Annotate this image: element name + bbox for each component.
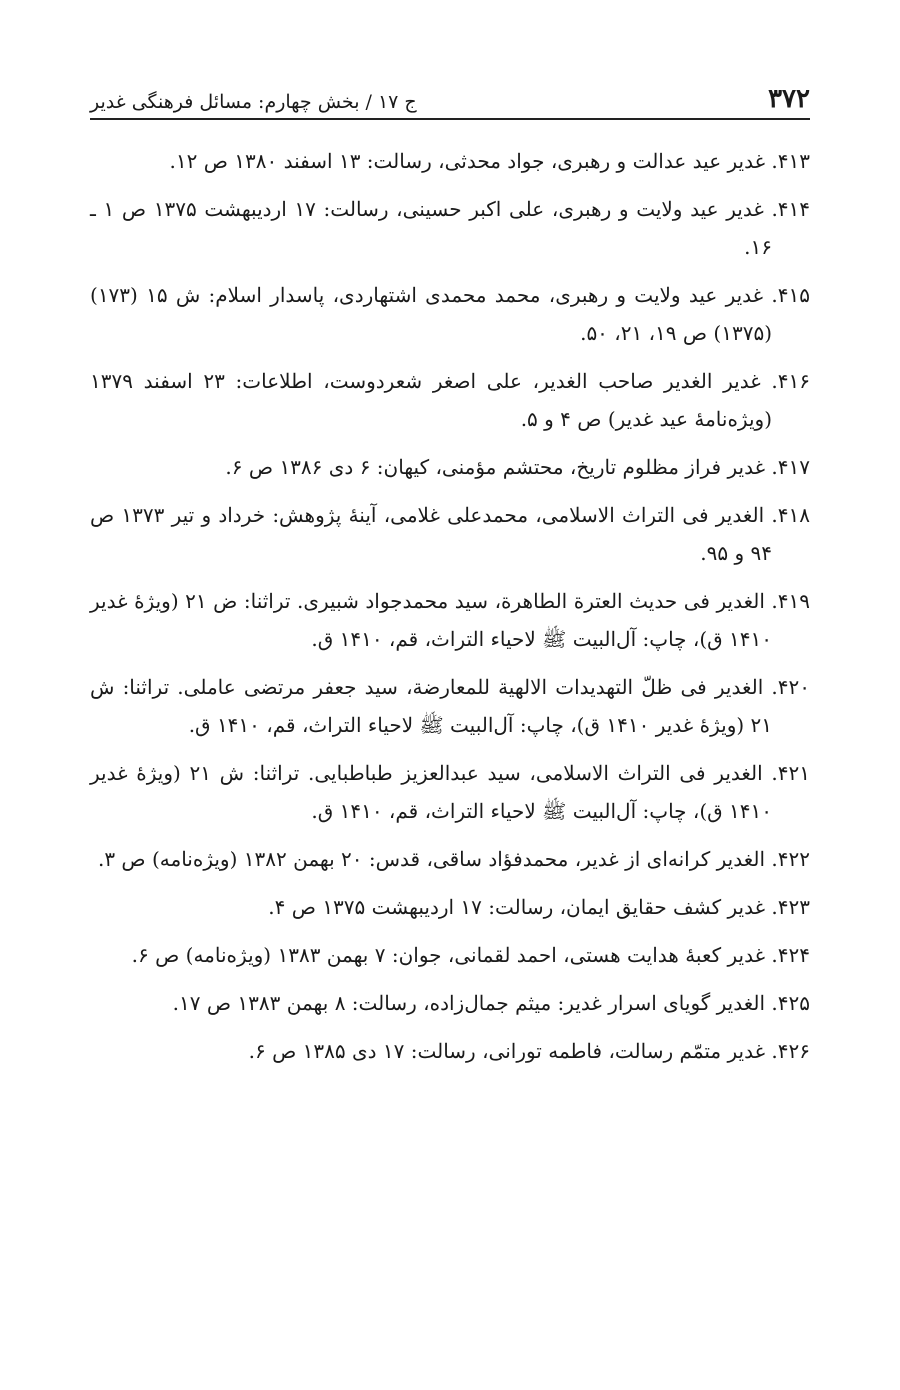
entry-text: غدیر عید ولایت و رهبری، علی اکبر حسینی، رسالت: ۱۷ اردیبهشت ۱۳۷۵ ص ۱ ـ ۱۶. xyxy=(90,197,772,259)
entry-number: ۴۲۵. xyxy=(771,991,810,1015)
entry-number: ۴۱۸. xyxy=(771,503,810,527)
entry-number: ۴۱۶. xyxy=(771,369,811,393)
entry-number: ۴۲۳. xyxy=(771,895,810,919)
list-item xyxy=(90,362,810,438)
list-item xyxy=(90,448,810,486)
entry-number: ۴۲۱. xyxy=(771,761,810,785)
list-item xyxy=(90,984,810,1022)
entry-number: ۴۱۴. xyxy=(771,197,811,221)
list-item xyxy=(90,668,810,744)
entry-number: ۴۲۶. xyxy=(771,1039,810,1063)
entry-text: الغدیر کرانه‌ای از غدیر، محمدفؤاد ساقی، قدس: ۲۰ بهمن ۱۳۸۲ (ویژه‌نامه) ص ۳. xyxy=(97,847,766,871)
entry-number: ۴۲۴. xyxy=(771,943,810,967)
entry-number: ۴۱۳. xyxy=(771,149,810,173)
list-item xyxy=(90,754,810,830)
running-title: ج ۱۷ / بخش چهارم: مسائل فرهنگی غدیر xyxy=(90,91,417,113)
entry-text: غدیر فراز مظلوم تاریخ، محتشم مؤمنی، کیهان: ۶ دی ۱۳۸۶ ص ۶. xyxy=(225,455,766,479)
entry-text: الغدیر فی التراث الاسلامی، محمدعلی غلامی، آینهٔ پژوهش: خرداد و تیر ۱۳۷۳ ص ۹۴ و ۹۵. xyxy=(90,503,772,565)
entry-number: ۴۱۹. xyxy=(771,589,810,613)
list-item xyxy=(90,496,810,572)
entry-text: الغدیر فی حدیث العترة الطاهرة، سید محمدجواد شبیری. تراثنا: ض ۲۱ (ویژهٔ غدیر ۱۴۱۰ ق)، چاپ: آل‌البیت ﷺ لاحیاء التراث، قم، ۱۴۱۰ ق. xyxy=(90,589,772,651)
entry-number: ۴۱۷. xyxy=(771,455,810,479)
page-header xyxy=(90,70,810,120)
entry-text: الغدیر گویای اسرار غدیر: میثم جمال‌زاده، رسالت: ۸ بهمن ۱۳۸۳ ص ۱۷. xyxy=(172,991,766,1015)
list-item xyxy=(90,190,810,266)
entry-text: غدیر عید ولایت و رهبری، محمد محمدی اشتهاردی، پاسدار اسلام: ش ۱۵ (۱۷۳) (۱۳۷۵) ص ۱۹، ۲۱، ۵۰. xyxy=(90,283,772,345)
entry-text: غدیر متمّم رسالت، فاطمه تورانی، رسالت: ۱۷ دی ۱۳۸۵ ص ۶. xyxy=(248,1039,766,1063)
list-item xyxy=(90,888,810,926)
entry-text: الغدیر فی ظلّ التهدیدات الالهیة للمعارضة، سید جعفر مرتضی عاملی. تراثنا: ش ۲۱ (ویژهٔ غدیر ۱۴۱۰ ق)، چاپ: آل‌البیت ﷺ لاحیاء التراث، قم، ۱۴۱۰ ق. xyxy=(90,675,772,737)
bibliography-list xyxy=(90,142,810,1080)
entry-number: ۴۲۲. xyxy=(771,847,810,871)
entry-text: غدیر الغدیر صاحب الغدیر، علی اصغر شعردوست، اطلاعات: ۲۳ اسفند ۱۳۷۹ (ویژه‌نامهٔ عید غدیر) ص ۴ و ۵. xyxy=(90,369,772,431)
entry-text: الغدیر فی التراث الاسلامی، سید عبدالعزیز طباطبایی. تراثنا: ش ۲۱ (ویژهٔ غدیر ۱۴۱۰ ق)، چاپ: آل‌البیت ﷺ لاحیاء التراث، قم، ۱۴۱۰ ق. xyxy=(90,761,772,823)
entry-text: غدیر کعبهٔ هدایت هستی، احمد لقمانی، جوان: ۷ بهمن ۱۳۸۳ (ویژه‌نامه) ص ۶. xyxy=(131,943,766,967)
list-item xyxy=(90,1032,810,1070)
entry-text: غدیر کشف حقایق ایمان، رسالت: ۱۷ اردیبهشت ۱۳۷۵ ص ۴. xyxy=(268,895,766,919)
list-item xyxy=(90,840,810,878)
list-item xyxy=(90,936,810,974)
entry-text: غدیر عید عدالت و رهبری، جواد محدثی، رسالت: ۱۳ اسفند ۱۳۸۰ ص ۱۲. xyxy=(169,149,766,173)
entry-number: ۴۲۰. xyxy=(771,675,810,699)
entry-number: ۴۱۵. xyxy=(771,283,810,307)
list-item xyxy=(90,276,810,352)
list-item xyxy=(90,142,810,180)
page-number: ۳۷۲ xyxy=(768,84,810,114)
list-item xyxy=(90,582,810,658)
